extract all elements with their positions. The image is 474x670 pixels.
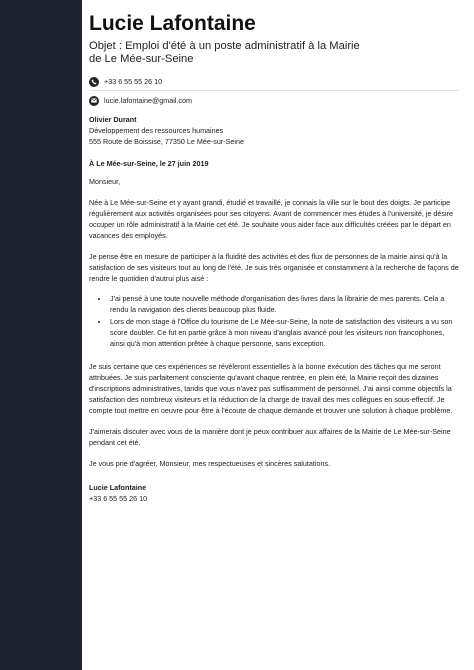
phone-icon — [89, 77, 99, 87]
letter-date: À Le Mée-sur-Seine, le 27 juin 2019 — [89, 159, 209, 168]
recipient-name: Olivier Durant — [89, 115, 137, 124]
phone-row — [89, 76, 459, 87]
closing-line: Je vous prie d'agréer, Monsieur, mes respectueuses et sincères salutations. — [89, 459, 331, 468]
paragraph-4: J'aimerais discuter avec vous de la manière dont je peux contribuer aux affaires de la Mairie de Le Mée-sur-Seine pendant cet été. — [89, 427, 451, 447]
letter-content — [89, 12, 459, 504]
subject-line-1: Objet : Emploi d'été à un poste administratif à la Mairie — [89, 40, 360, 52]
sender-name: Lucie Lafontaine — [89, 12, 256, 35]
email-row — [89, 95, 459, 106]
signature-phone: +33 6 55 55 26 10 — [89, 494, 148, 503]
sidebar-bar — [0, 0, 82, 670]
recipient-department: Développement des ressources humaines — [89, 126, 224, 135]
paragraph-2: Je pense être en mesure de participer à la fluidité des activités et des flux de personnes de la mairie ainsi qu'à la satisfaction de ses visiteurs tout au long de l'été. Je suis très organisée et constamment à la recherche de façons de rendre le quotidien d'autrui plus aisé : — [89, 252, 459, 283]
signature-name: Lucie Lafontaine — [89, 483, 147, 492]
list-item: • Lors de mon stage à l'Office du tourisme de Le Mée-sur-Seine, la note de satisfaction des visiteurs a vu son score doubler. Ce fut en partie grâce à mon niveau d'anglais avancé pour les visiteurs non francophones, ainsi qu'à mon attention prêtée à chaque personne, sans exception. — [109, 316, 459, 349]
signature-block — [89, 482, 459, 504]
bullet-list — [89, 293, 459, 349]
envelope-icon — [89, 96, 99, 106]
recipient-block — [89, 114, 459, 147]
email-address[interactable]: lucie.lafontaine@gmail.com — [104, 96, 192, 105]
phone-number[interactable]: +33 6 55 55 26 10 — [104, 77, 163, 86]
contact-divider — [89, 90, 459, 91]
subject-line — [89, 40, 459, 66]
subject-line-2: de Le Mée-sur-Seine — [89, 53, 194, 65]
letter-greeting: Monsieur, — [89, 177, 121, 186]
recipient-address: 555 Route de Boissise, 77350 Le Mée-sur-Seine — [89, 137, 245, 146]
paragraph-1: Née à Le Mée-sur-Seine et y ayant grandi, étudié et travaillé, je connais la ville sur le bout des doigts. Je participe régulièrement aux activités organisées pour ses citoyens. Avant de commencer mes études à l'université, je désire occuper un rôle administratif à la Mairie cet été. Je souhaite vous aider face aux difficultés créées par le départ en vacances des employés. — [89, 198, 453, 240]
list-item: • J'ai pensé à une toute nouvelle méthode d'organisation des livres dans la librairie de mes parents. Cela a rendu la navigation des clients beaucoup plus fluide. — [109, 293, 459, 315]
paragraph-3: Je suis certaine que ces expériences se révèleront essentielles à la bonne exécution des tâches qui me seront attribuées. Je suis parfaitement consciente qu'avant chaque rentrée, en plein été, la Mairie reçoit des dizaines d'inscriptions administratives, tandis que vous n'avez pas suffisamment de personnel. J'ai ainsi comme objectifs la satisfaction des nombreux visiteurs et la réduction de la charge de travail des mes collègues en sous-effectif. Je compte tout mettre en oeuvre pour être à l'écoute de chaque demande et trouver une solution à chaque problème. — [89, 362, 453, 415]
